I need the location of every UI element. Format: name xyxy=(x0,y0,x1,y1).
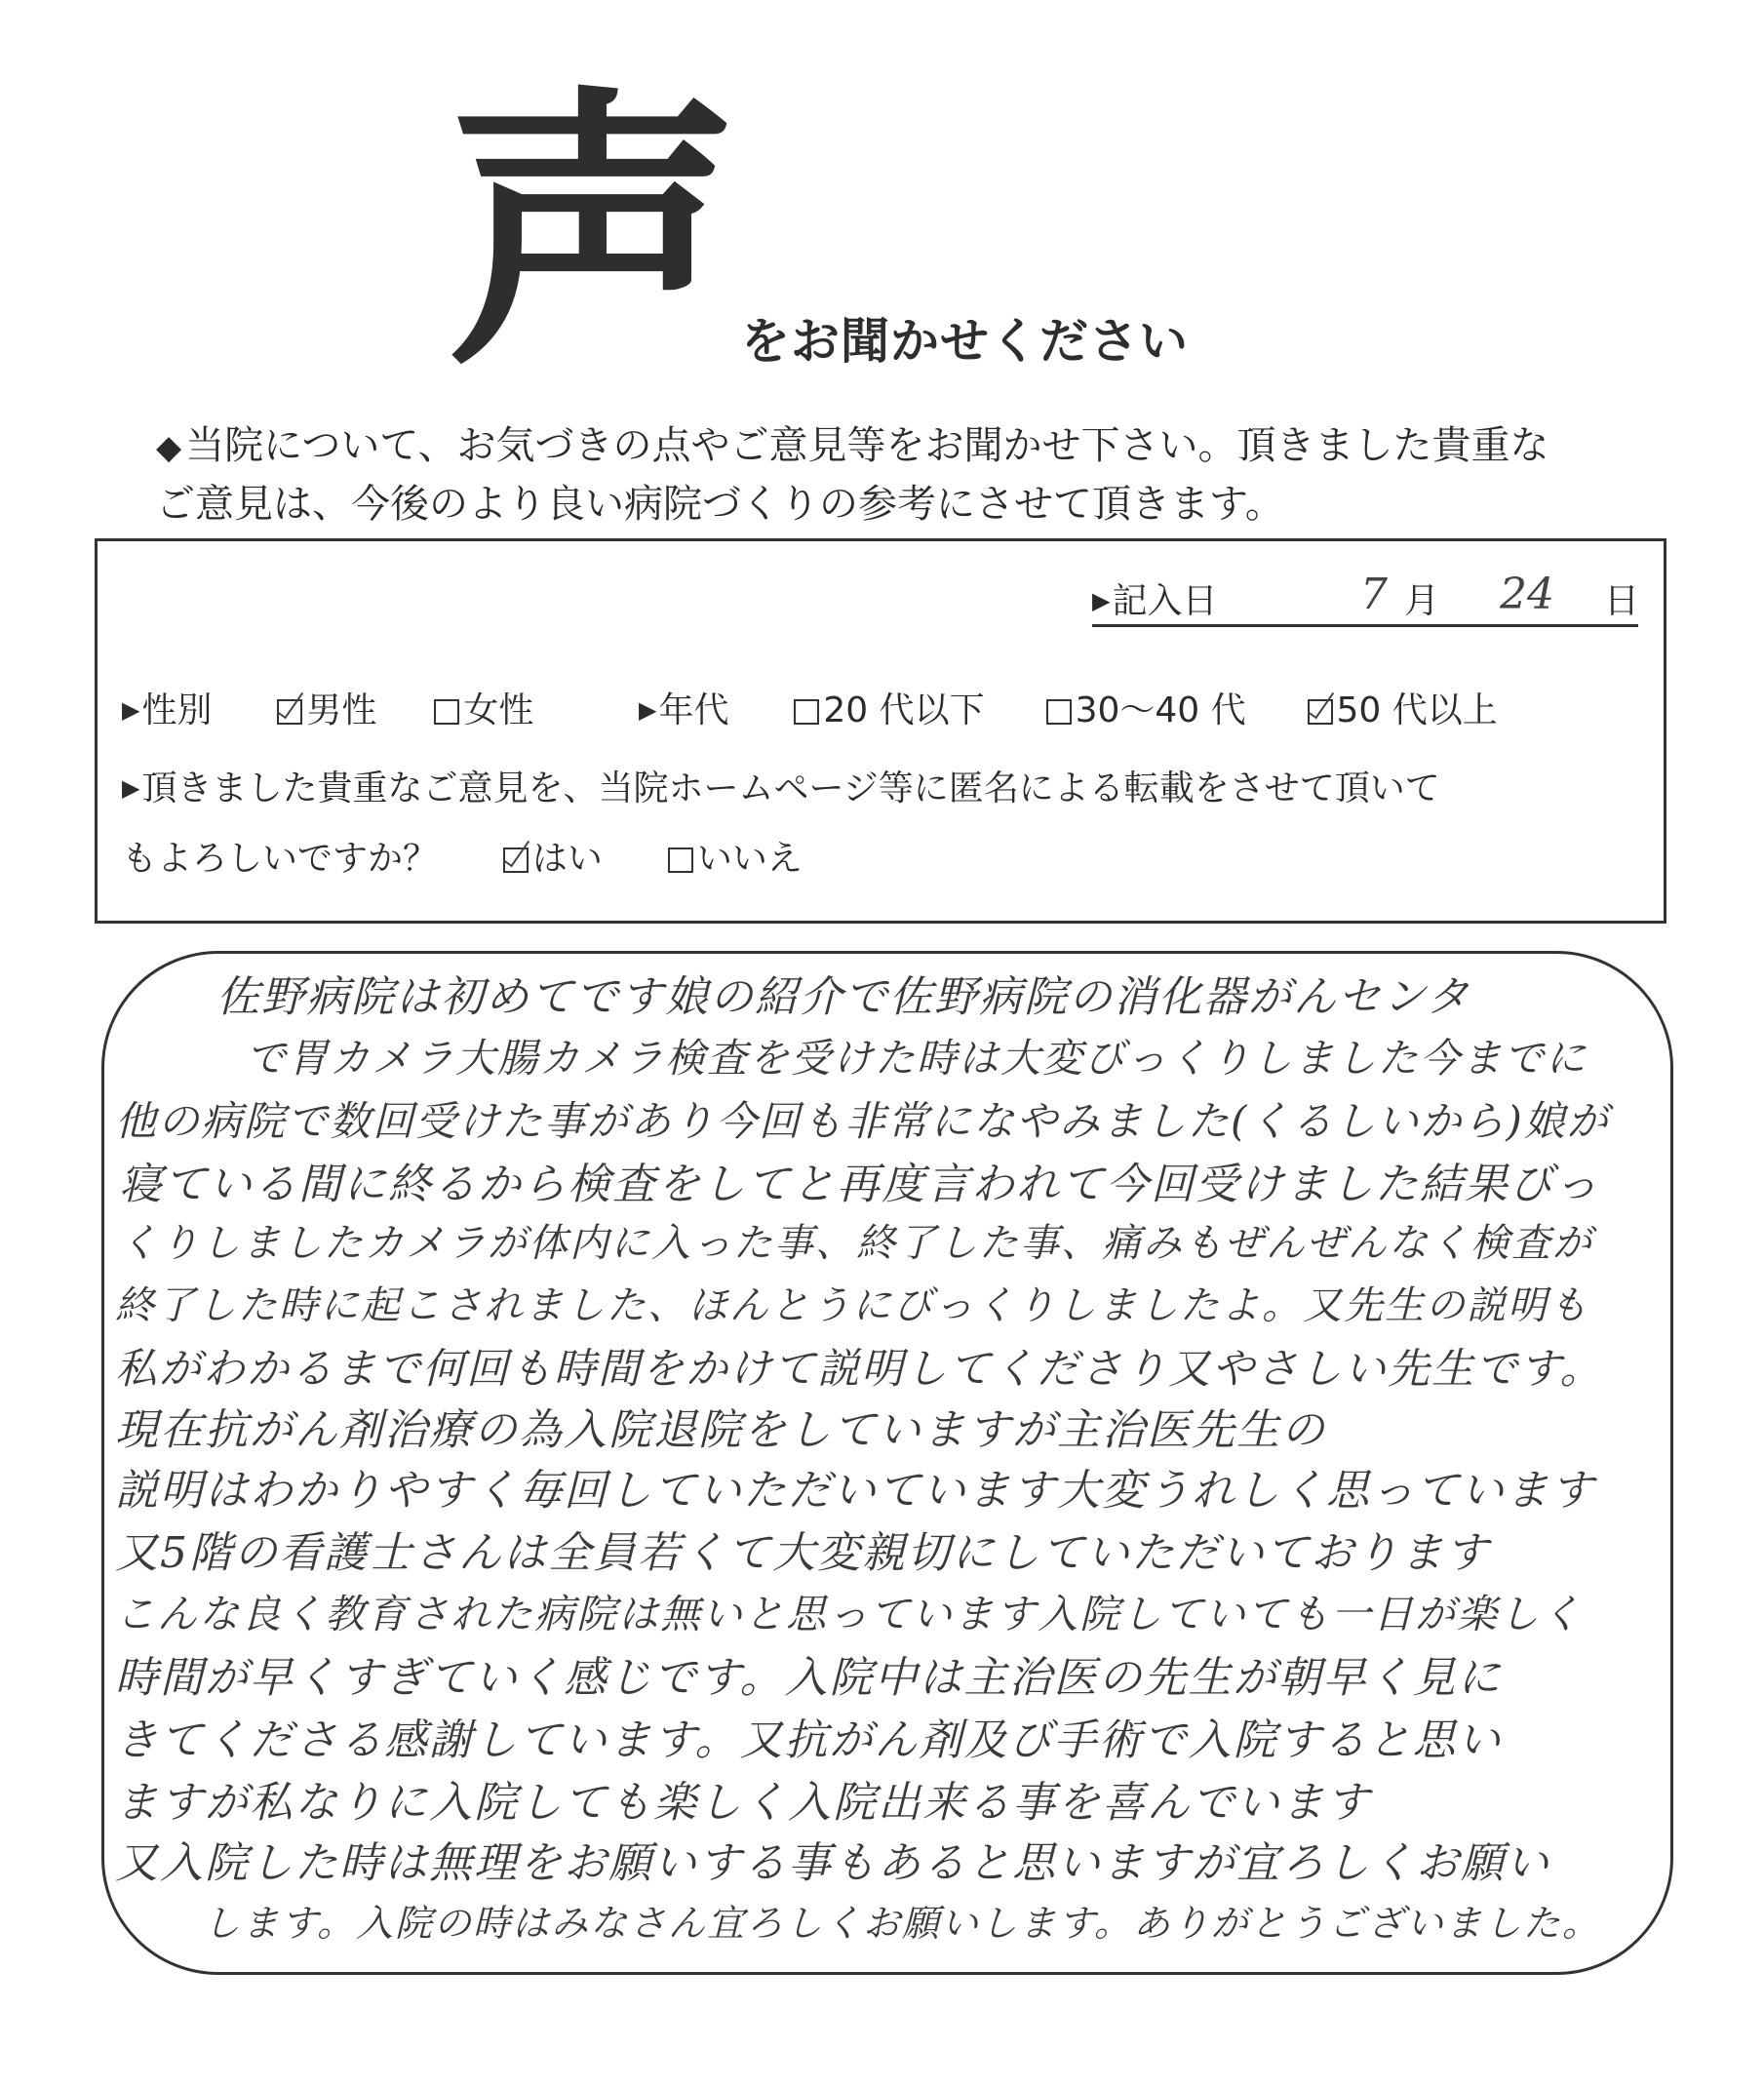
age-20s-label: 20 代以下 xyxy=(823,690,985,730)
consent-question-line-2: もよろしいですか？ xyxy=(122,839,439,879)
consent-no-label: いいえ xyxy=(696,839,803,879)
comment-line: こんな良く教育された病院は無いと思っています入院していても一日が楽しく xyxy=(115,1591,1583,1637)
age-label: 年代 xyxy=(658,690,729,730)
comment-line: くりしましたカメラが体内に入った事、終了した事、痛みもぜんぜんなく検査が xyxy=(119,1221,1593,1266)
intro-text xyxy=(156,417,1677,532)
pointer-triangle-icon: ▶ xyxy=(122,774,140,802)
comment-line: 終了した時に起こされました、ほんとうにびっくりしましたよ。又先生の説明も xyxy=(115,1283,1589,1328)
day-unit: 日 xyxy=(1604,581,1640,621)
consent-yes-checkbox[interactable] xyxy=(503,847,529,873)
month-unit: 月 xyxy=(1404,581,1440,621)
comment-line: 現在抗がん剤治療の為入院退院をしていますが主治医先生の xyxy=(115,1405,1326,1455)
entry-date-row xyxy=(1092,570,1640,627)
intro-line-1: 当院について、お気づきの点やご意見等をお聞かせ下さい。頂きました貴重な xyxy=(185,423,1549,468)
comment-line: きてくださる感謝しています。又抗がん剤及び手術で入院すると思い xyxy=(115,1715,1503,1765)
comment-line: 又5階の看護士さんは全員若くて大変親切にしていただいております xyxy=(115,1528,1490,1578)
comment-line: 私がわかるまで何回も時間をかけて説明してくださり又やさしい先生です。 xyxy=(115,1345,1604,1394)
pointer-triangle-icon: ▶ xyxy=(639,696,657,724)
comment-line: 寝ている間に終るから検査をしてと再度言われて今回受けました結果びっ xyxy=(119,1160,1599,1209)
comment-line: 説明はわかりやすく毎回していただいています大変うれしく思っています xyxy=(115,1466,1595,1516)
intro-line-2: ご意見は、今後のより良い病院づくりの参考にさせて頂きます。 xyxy=(156,482,1284,527)
gender-female-checkbox[interactable] xyxy=(434,699,459,725)
page-title-char: 声 xyxy=(447,59,739,404)
consent-yes-label: はい xyxy=(531,839,603,879)
gender-female-label: 女性 xyxy=(463,690,534,730)
age-20s-checkbox[interactable] xyxy=(794,699,819,725)
comment-line: 他の病院で数回受けた事があり今回も非常になやみました(くるしいから)娘が xyxy=(115,1097,1610,1145)
gender-male-checkbox[interactable] xyxy=(277,699,302,725)
consent-answer-row xyxy=(122,831,803,881)
gender-row xyxy=(122,683,533,732)
comment-line: 佐野病院は初めてです娘の紹介で佐野病院の消化器がんセンタ xyxy=(216,972,1471,1022)
comment-line: します。入院の時はみなさん宜ろしくお願いします。ありがとうございました。 xyxy=(203,1902,1601,1945)
age-30-40s-checkbox[interactable] xyxy=(1046,699,1072,725)
consent-no-checkbox[interactable] xyxy=(668,847,693,873)
age-50s-checkbox[interactable] xyxy=(1308,699,1333,725)
comment-line: ますが私なりに入院しても楽しく入院出来る事を喜んでいます xyxy=(115,1778,1371,1828)
month-value[interactable]: 7 xyxy=(1360,570,1388,619)
comment-line: 時間が早くすぎていく感じです。入院中は主治医の先生が朝早く見に xyxy=(115,1653,1503,1703)
gender-label: 性別 xyxy=(141,690,213,730)
date-label: 記入日 xyxy=(1112,581,1218,621)
age-30-40s-label: 30〜40 代 xyxy=(1075,690,1246,730)
age-row xyxy=(639,683,1498,732)
diamond-bullet-icon: ◆ xyxy=(156,428,182,467)
age-50s-label: 50 代以上 xyxy=(1336,690,1498,730)
comment-line: で胃カメラ大腸カメラ検査を受けた時は大変びっくりしました今までに xyxy=(246,1035,1588,1082)
pointer-triangle-icon: ▶ xyxy=(1092,587,1111,614)
comment-line: 又入院した時は無理をお願いする事もあると思いますが宜ろしくお願い xyxy=(115,1838,1550,1888)
day-value[interactable]: 24 xyxy=(1500,570,1554,619)
pointer-triangle-icon: ▶ xyxy=(122,696,140,724)
page-subtitle: をお聞かせください xyxy=(741,313,1189,370)
consent-question-line-1: 頂きました貴重なご意見を、当院ホームページ等に匿名による転載をさせて頂いて xyxy=(141,769,1440,808)
consent-question-row xyxy=(122,761,1440,810)
gender-male-label: 男性 xyxy=(306,690,377,730)
